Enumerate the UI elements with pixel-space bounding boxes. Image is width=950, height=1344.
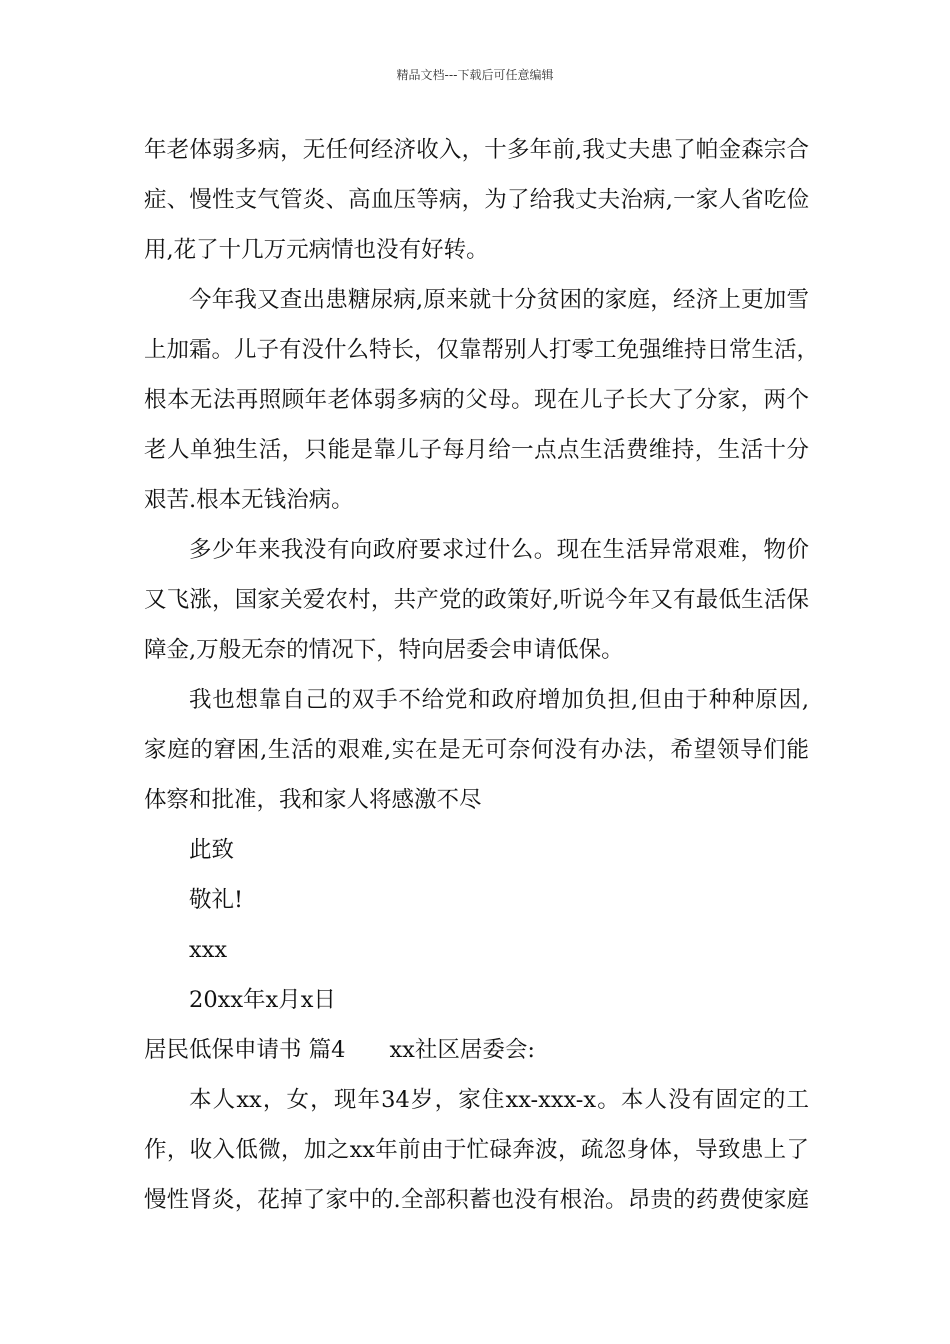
- page-header: 精品文档---下载后可任意编辑: [396, 68, 554, 82]
- text-line: 慢性肾炎，花掉了家中的.全部积蓄也没有根治。昂贵的药费使家庭: [144, 1187, 809, 1213]
- text-line: 用,花了十几万元病情也没有好转。: [144, 237, 489, 263]
- text-line: 多少年来我没有向政府要求过什么。现在生活异常艰难，物价: [189, 537, 809, 563]
- text-line: 体察和批准，我和家人将感激不尽: [144, 787, 482, 813]
- text-line: 我也想靠自己的双手不给党和政府增加负担,但由于种种原因,: [189, 687, 809, 713]
- text-line: 障金,万般无奈的情况下，特向居委会申请低保。: [144, 637, 624, 663]
- text-line: 上加霜。儿子有没什么特长，仅靠帮别人打零工免强维持日常生活，: [144, 337, 820, 363]
- paragraph: [144, 125, 809, 275]
- text-line: 根本无法再照顾年老体弱多病的父母。现在儿子长大了分家，两个: [144, 387, 809, 413]
- section-title: 居民低保申请书 篇4: [144, 1037, 346, 1063]
- paragraph: [144, 525, 809, 675]
- closing-ci-zhi: 此致: [189, 837, 235, 863]
- text-line: 家庭的窘困,生活的艰难,实在是无可奈何没有办法，希望领导们能: [144, 737, 809, 763]
- text-line: 今年我又查出患糖尿病,原来就十分贫困的家庭，经济上更加雪: [189, 287, 809, 313]
- section-heading: [144, 1025, 809, 1075]
- paragraph: [144, 1075, 809, 1225]
- paragraph: [144, 675, 809, 825]
- text-line: 艰苦.根本无钱治病。: [144, 487, 354, 513]
- signature: xxx: [189, 937, 228, 963]
- closing-jing-li: 敬礼!: [189, 887, 244, 913]
- text-line: 又飞涨，国家关爱农村，共产党的政策好,听说今年又有最低生活保: [144, 587, 809, 613]
- text-line: 本人xx，女，现年34岁，家住xx-xxx-x。本人没有固定的工: [189, 1087, 809, 1113]
- text-line: 老人单独生活，只能是靠儿子每月给一点点生活费维持，生活十分: [144, 437, 809, 463]
- addressee: xx社区居委会:: [389, 1037, 535, 1063]
- text-line: 作，收入低微，加之xx年前由于忙碌奔波，疏忽身体，导致患上了: [144, 1137, 809, 1163]
- text-line: 年老体弱多病，无任何经济收入，十多年前,我丈夫患了帕金森宗合: [144, 137, 809, 163]
- text-line: 症、慢性支气管炎、高血压等病，为了给我丈夫治病,一家人省吃俭: [144, 187, 809, 213]
- document-body: [144, 125, 820, 1225]
- paragraph: [144, 275, 820, 525]
- date: 20xx年x月x日: [189, 987, 336, 1013]
